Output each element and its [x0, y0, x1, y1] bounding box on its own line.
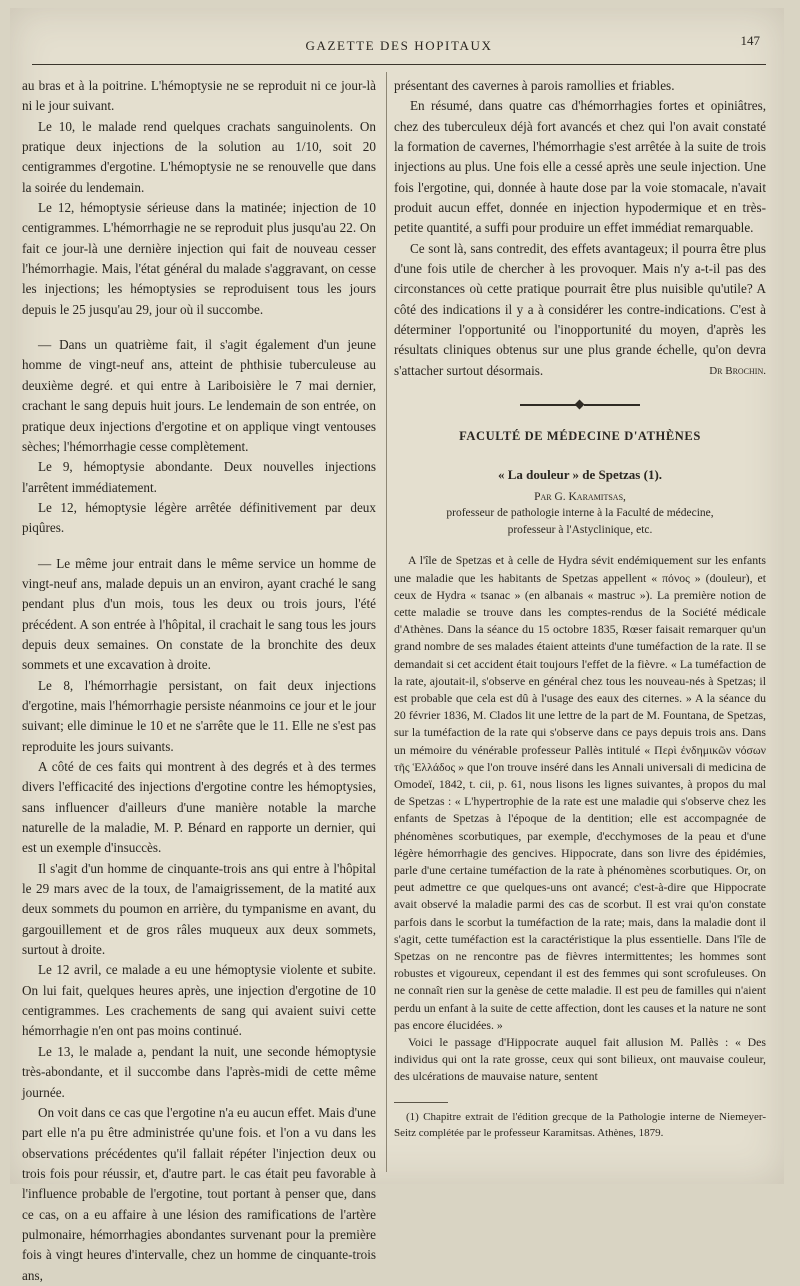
footnote: (1) Chapitre extrait de l'édition grecque de la Pathologie interne de Niemeyer-Seitz complétée par le professeur Karamitsas. Athènes, 1879. [394, 1110, 766, 1139]
section-title: FACULTÉ DE MÉDECINE D'ATHÈNES [459, 429, 701, 444]
paragraph: au bras et à la poitrine. L'hémoptysie ne se reproduit ni ce jour-là ni le jour suivant. [22, 78, 376, 114]
paragraph: Le 9, hémoptysie abondante. Deux nouvelles injections l'arrêtent immédiatement. [22, 459, 376, 495]
author-signature: Dr Brochin. [709, 364, 766, 377]
author-title: professeur de pathologie interne à la Faculté de médecine, [446, 507, 714, 520]
closing-text: Ce sont là, sans contredit, des effets avantageux; il pourra être plus d'une fois utile de chercher à les provoquer. Mais n'y a-t-il pas des circonstances où cette pratique pourrait être plus nuisible qu'utile? A côté des indications il y a à considérer les contre-indications. C'est à déterminer l'opportunité ou l'inopportunité du moyen, d'après les résultats cliniques obtenus sur une plus grande échelle, qu'on devra s'attacher surtout désormais. [394, 240, 766, 378]
paragraph: A l'île de Spetzas et à celle de Hydra sévit endémiquement sur les enfants une maladie que les habitants de Spetzas appellent « πόνος » (douleur), et ceux de Hydra « tsanac » (en albanais « mastruc »). La première notion de cette maladie se trouve dans les comptes-rendus de la Société médicale d'Athènes. Dans la séance du 15 octobre 1835, Rœser faisait remarquer qu'un grand nombre de ses malades étaient atteints d'une tuméfaction de la rate. Il se demandait si cet accident était toujours l'effet de la fièvre. « La tuméfaction de la rate, ajoutait-il, s'observe en général chez tous les nouveau-nés à Spetzas; il est probable que cela est dû à l'usage des eaux des citernes. » A la séance du 20 février 1836, M. Clados lit une lettre de la part de M. Fountana, de Spetzas, sur la tuméfaction de la rate qui s'observe dans ce pays depuis trois ans. Dans un mémoire du vénérable professeur Pallès intitulé « Περὶ ἐνδημικῶν νόσων τῆς Ἑλλάδος » que l'on trouve inséré dans les Annali universali di medicina de Omodeï, 1842, t. cii, p. 61, nous lisons les lignes suivantes, à propos du mal de Spetzas : « L'hypertrophie de la rate est une maladie qui s'observe chez les enfants de Spetzas à l'époque de la dentition; elle est accompagnée de phénomènes scorbutiques, par exemple, d'ecchymoses de la peau et d'une légère hémorrhagie des gencives. Hippocrate, dans son livre des épidémies, parle d'une certaine tuméfaction de la rate à phénomènes scorbutiques. Or, on peut admettre ce que quelques-uns ont avancé; c'est-à-dire que Hippocrate avait observé la maladie parmi des cas de scorbut. Il est vrai qu'on constate parfois dans le scorbut la tuméfaction de la rate; mais, dans la maladie dont il s'agit, cette tuméfaction est la caractéristique la plus essentielle. Dans l'île de Spetzas on ne rencontre pas de fièvres intermittentes; les hommes sont robustes et vigoureux, cependant il est des femmes qui sont scrofuleuses. On ne connaît rien sur la genèse de cette maladie. Il est peu de familles qui n'aient perdu un enfant à la suite de cette affection, dont les causes et la nature ne sont pas encore élucidées. » [394, 553, 766, 1032]
section-divider [510, 400, 650, 410]
paragraph: A côté de ces faits qui montrent à des degrés et à des termes divers l'efficacité des injections d'ergotine contre les hémoptysies, sans influencer d'ailleurs d'une manière notable la marche naturelle de la maladie, M. P. Bénard en rapporte un dernier, qui est un exemple d'insuccès. [22, 759, 376, 856]
paragraph: Le 12, hémoptysie légère arrêtée définitivement par deux piqûres. [22, 499, 376, 536]
author-title: professeur à l'Astyclinique, etc. [507, 523, 653, 536]
paragraph: Le 12 avril, ce malade a eu une hémoptysie violente et subite. On lui fait, quelques heures après, une injection d'ergotine de 10 centigrammes. Les crachements de sang qui avaient suivi cette hémorrhagie n'en ont pas moins continué. [22, 962, 376, 1039]
paragraph: Le 10, le malade rend quelques crachats sanguinolents. On pratique deux injections de la solution au 1/10, soit 20 centigrammes d'ergotine. L'hémoptysie ne se renouvelle que dans la soirée du lendemain. [22, 118, 376, 195]
divider-bar [520, 404, 576, 406]
author-name: Par G. Karamitsas, [534, 490, 626, 503]
page-number: 147 [740, 33, 760, 48]
journal-title: GAZETTE DES HOPITAUX [305, 38, 493, 53]
left-column [22, 76, 376, 1286]
footnote-rule [394, 1102, 448, 1103]
paragraph: — Dans un quatrième fait, il s'agit également d'un jeune homme de vingt-neuf ans, atteint de phthisie tuberculeuse au deuxième degré. et qui entre à Lariboisière le 7 mai dernier, crachant le sang depuis huit jours. Le lendemain de son entrée, on pratique deux injections d'ergotine et on applique vingt ventouses sèches; l'hémorrhagie cesse complètement. [22, 337, 376, 454]
article-title: « La douleur » de Spetzas (1). [497, 466, 663, 482]
newspaper-page [10, 8, 784, 1283]
paragraph: Le 12, hémoptysie sérieuse dans la matinée; injection de 10 centigrammes. L'hémorrhagie ne se reproduit plus jusqu'au 22. On fait ce jour-là une dernière injection qui fait de nouveau cesser l'hémorrhagie. Mais, l'état général du malade s'aggravant, on cesse les injections; les hémoptysies se reproduisent tous les jours depuis le 25 jusqu'au 29, jour où il succombe. [22, 200, 376, 317]
paragraph [394, 239, 766, 381]
paragraph: Il s'agit d'un homme de cinquante-trois ans qui entre à l'hôpital le 29 mars avec de la toux, de l'amaigrissement, de la matité aux deux sommets du poumon en arrière, du tympanisme en avant, du gargouillement et de gros râles muqueux aux deux sommets, surtout à droite. [22, 860, 376, 958]
column-rule [386, 72, 387, 1172]
paragraph: Le 8, l'hémorrhagie persistant, on fait deux injections d'ergotine, mais l'hémorrhagie persiste néanmoins ce jour et le jour suivant; elle diminue le 10 et ne s'arrête que le 11. Elle ne s'est pas reproduite les jours suivants. [22, 677, 376, 754]
page-header [32, 30, 766, 65]
paragraph: — Le même jour entrait dans le même service un homme de vingt-neuf ans, malade depuis un an environ, ayant craché le sang pendant plus d'un mois, tous les deux ou trois jours, l'été précédent. A son entrée à l'hôpital, il crachait le sang tous les jours depuis deux semaines. On constate de la bronchite des deux sommets et une excavation à droite. [22, 555, 376, 673]
divider-ornament [575, 400, 585, 410]
paragraph: En résumé, dans quatre cas d'hémorrhagies fortes et opiniâtres, chez des tuberculeux déjà fort avancés et chez qui l'on avait constaté la formation de cavernes, l'hémorrhagie s'est arrêtée à la suite de trois injections au plus. Une fois elle a cessé après une seule injection. Une fois l'ergotine, qui, donnée à haute dose par la voie stomacale, n'avait produit aucun effet, donnée en injection hypodermique et en très-petite quantité, a suffi pour produire un effet immédiat remarquable. [394, 98, 766, 236]
paragraph: On voit dans ce cas que l'ergotine n'a eu aucun effet. Mais d'une part elle n'a pu être administrée qu'une fois. et l'on a vu dans les observations précédentes qu'il fallait répéter l'injection deux ou trois fois pour réussir, et, d'autre part. le cas était peu favorable à l'influence probable de l'ergotine, tout portant à penser que, dans ce cas, on a eu affaire à une lésion des ramifications de l'artère pulmonaire, hémorrhagies abondantes survenant pour la première fois à vingt heures d'intervalle, chez un homme de cinquante-trois ans, [22, 1104, 376, 1283]
right-column [394, 76, 766, 1141]
author-block [394, 489, 766, 539]
paragraph: Voici le passage d'Hippocrate auquel fait allusion M. Pallès : « Des individus qui ont la rate grosse, ceux qui sont bilieux, ont mauvaise couleur, des ulcérations de mauvaise nature, sentent [394, 1035, 766, 1084]
divider-bar [584, 404, 640, 406]
paragraph: Le 13, le malade a, pendant la nuit, une seconde hémoptysie très-abondante, et il succombe dans l'après-midi de cette même journée. [22, 1043, 376, 1100]
paragraph: présentant des cavernes à parois ramollies et friables. [394, 78, 675, 93]
article-body [394, 552, 766, 1085]
